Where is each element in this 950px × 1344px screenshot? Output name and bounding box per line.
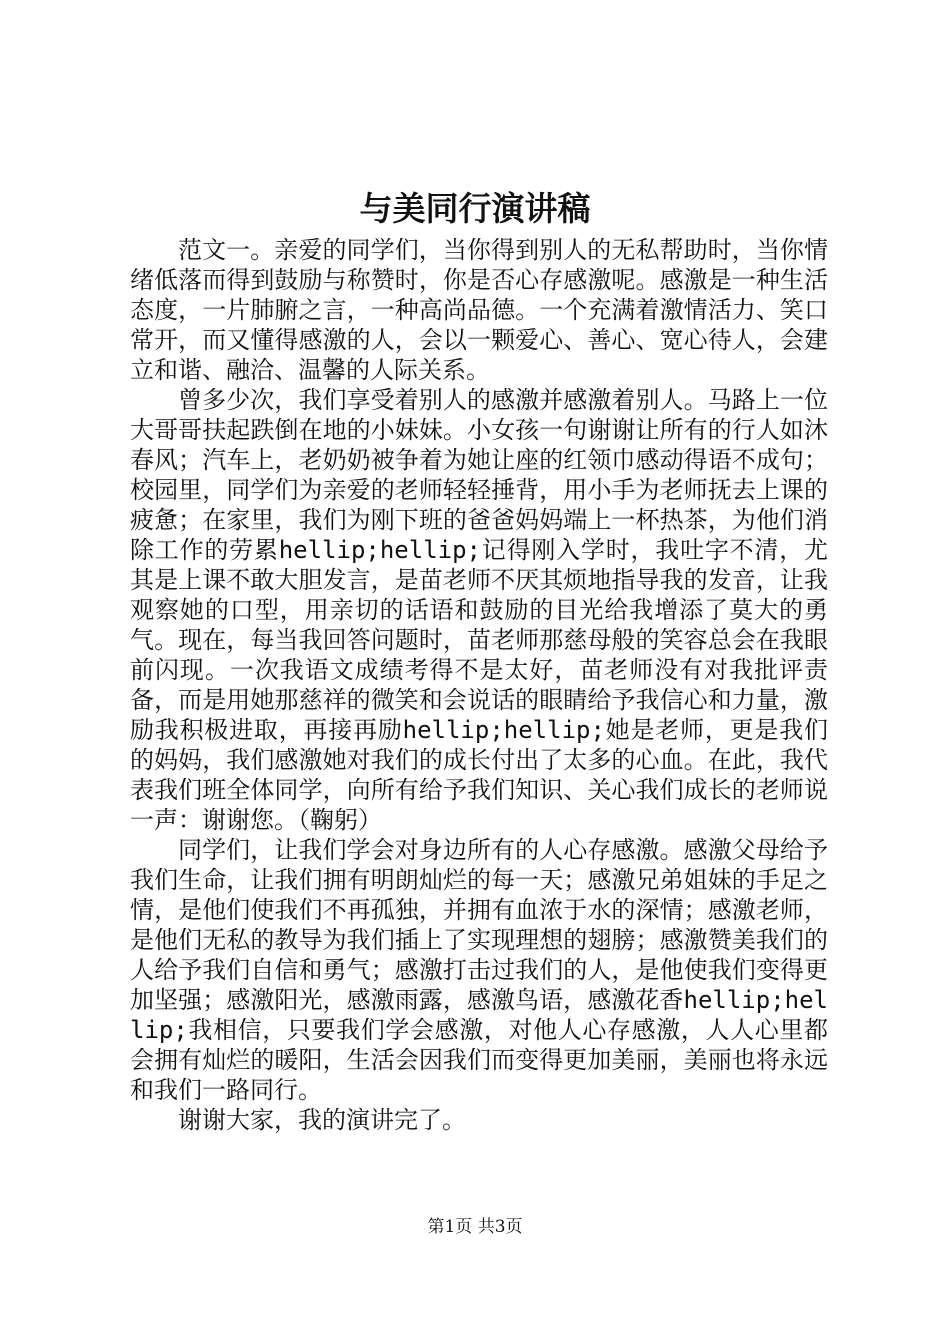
paragraph-1: 范文一。亲爱的同学们，当你得到别人的无私帮助时，当你情绪低落而得到鼓励与称赞时，你是否心存感激呢。感激是一种生活态度，一片肺腑之言，一种高尚品德。一个充满着激情活力、笑口常开，而又懂得感激的人，会以一颗爱心、善心、宽心待人，会建立和谐、融洽、温馨的人际关系。	[130, 236, 828, 384]
document-title: 与美同行演讲稿	[359, 189, 591, 228]
paragraph-4: 谢谢大家，我的演讲完了。	[178, 1106, 466, 1134]
paragraph-2: 曾多少次，我们享受着别人的感激并感激着别人。马路上一位大哥哥扶起跌倒在地的小妹妹。小女孩一句谢谢让所有的行人如沐春风；汽车上，老奶奶被争着为她让座的红领巾感动得语不成句；校园里，同学们为亲爱的老师轻轻捶背，用小手为老师抚去上课的疲惫；在家里，我们为刚下班的爸爸妈妈端上一杯热茶，为他们消除工作的劳累hellip;hellip;记得刚入学时，我吐字不清，尤其是上课不敢大胆发言，是苗老师不厌其烦地指导我的发音，让我观察她的口型，用亲切的话语和鼓励的目光给我增添了莫大的勇气。现在，每当我回答问题时，苗老师那慈母般的笑容总会在我眼前闪现。一次我语文成绩考得不是太好，苗老师没有对我批评责备，而是用她那慈祥的微笑和会说话的眼睛给予我信心和力量，激励我积极进取，再接再励hellip;hellip;她是老师，更是我们的妈妈，我们感激她对我们的成长付出了太多的心血。在此，我代表我们班全体同学，向所有给予我们知识、关心我们成长的老师说一声：谢谢您。（鞠躬）	[130, 386, 828, 834]
document-body	[130, 235, 828, 1135]
page-footer: 第1页 共3页	[427, 1217, 523, 1237]
paragraph-3: 同学们，让我们学会对身边所有的人心存感激。感激父母给予我们生命，让我们拥有明朗灿烂的每一天；感激兄弟姐妹的手足之情，是他们使我们不再孤独，并拥有血浓于水的深情；感激老师，是他们无私的教导为我们插上了实现理想的翅膀；感激赞美我们的人给予我们自信和勇气；感激打击过我们的人，是他使我们变得更加坚强；感激阳光，感激雨露，感激鸟语，感激花香hellip;hellip;我相信，只要我们学会感激，对他人心存感激，人人心里都会拥有灿烂的暖阳，生活会因我们而变得更加美丽，美丽也将永远和我们一路同行。	[130, 836, 828, 1104]
